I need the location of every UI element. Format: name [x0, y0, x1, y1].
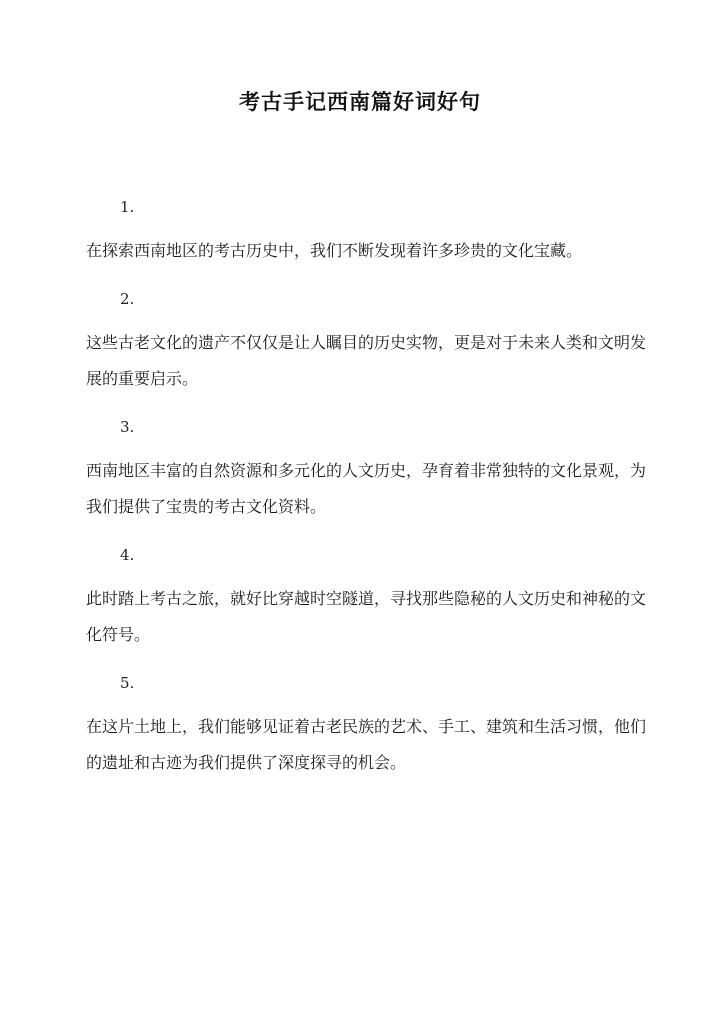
list-item [86, 544, 646, 653]
list-item [86, 288, 646, 397]
item-number: 1. [120, 198, 135, 216]
item-list [86, 196, 646, 781]
item-number: 3. [120, 418, 135, 436]
list-item [86, 416, 646, 525]
item-number: 4. [120, 546, 135, 564]
item-text: 此时踏上考古之旅，就好比穿越时空隧道，寻找那些隐秘的人文历史和神秘的文化符号。 [86, 589, 647, 644]
item-text: 西南地区丰富的自然资源和多元化的人文历史，孕育着非常独特的文化景观，为我们提供了宝贵的考古文化资料。 [86, 461, 647, 516]
list-item [86, 196, 646, 269]
item-number: 5. [120, 674, 135, 692]
document-title: 考古手记西南篇好词好句 [239, 89, 481, 114]
item-text: 在这片土地上，我们能够见证着古老民族的艺术、手工、建筑和生活习惯，他们的遗址和古迹为我们提供了深度探寻的机会。 [86, 717, 647, 772]
item-number: 2. [120, 290, 135, 308]
list-item [86, 672, 646, 781]
item-text: 在探索西南地区的考古历史中，我们不断发现着许多珍贵的文化宝藏。 [86, 241, 583, 260]
item-text: 这些古老文化的遗产不仅仅是让人瞩目的历史实物，更是对于未来人类和文明发展的重要启示。 [86, 333, 647, 388]
